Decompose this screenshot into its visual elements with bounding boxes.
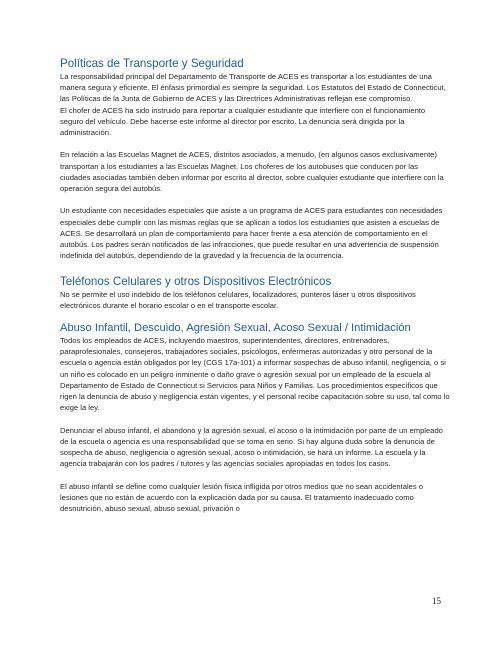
- paragraph-abuse-1: Todos los empleados de ACES, incluyendo maestros, superintendentes, directores, entrenadores, paraprofesionales, consejeros, trabajadores sociales, psicólogos, enfermeras autorizadas y otro personal de la escuela o agencia están obligados por ley (CGS 17a-101) a informar sospechas de abuso infantil, negligencia, o si un niño es colocado en un peligro inminente o daño grave o agresión sexual por un empleado de la escuela al Departamento de Estado de Connecticut si Servicios para Niños y Familias. Los procedimientos específicos que rigen la denuncia de abuso y negligencia están vigentes, y el personal recibe capacitación sobre su uso, tal como lo exige la ley.: [60, 336, 450, 413]
- paragraph-transport-2: El chofer de ACES ha sido instruido para reportar a cualquier estudiante que interfiere con el funcionamiento seguro del vehículo. Debe hacerse este informe al director por escrito. La denuncia será dirigida por la administración.: [60, 105, 426, 137]
- section-heading-transport: Políticas de Transporte y Seguridad: [60, 57, 244, 70]
- paragraph-abuse-2: Denunciar el abuso infantil, el abandono y la agresión sexual, el acoso o la intimidación por parte de un empleado de la escuela o agencia es una responsabilidad que se toma en serio. Si hay alguna duda sobre la denuncia de sospecha de abuso, negligencia o agresión sexual, acoso o intimidación, se hará un informe. La escuela y la agencia trabajarán con los padres / tutores y las agencias sociales apropiadas en todos los casos.: [60, 425, 443, 469]
- section-heading-abuse: Abuso Infantil, Descuido, Agresión Sexual, Acoso Sexual / Intimidación: [60, 321, 411, 334]
- section-heading-devices: Teléfonos Celulares y otros Dispositivos Electrónicos: [60, 275, 332, 289]
- paragraph-abuse-3: El abuso infantil se define como cualquier lesión física infligida por otros medios que no sean accidentales o lesiones que no están de acuerdo con la explicación dada por su causa. El tratamiento inadecuado como desnutrición, abuso sexual, abuso sexual, privación o: [60, 481, 424, 514]
- page-number: 15: [432, 596, 441, 606]
- paragraph-devices-1: No se permite el uso indebido de los teléfonos celulares, localizadores, punteros láser u otros dispositivos electrónicos durante el horario escolar o en el transporte escolar.: [60, 290, 416, 311]
- paragraph-transport-4: Un estudiante con necesidades especiales que asiste a un programa de ACES para estudiantes con necesidades especiales debe cumplir con las mismas reglas que se aplican a todos los estudiantes que asisten a escuelas de ACES. Se desarrollará un plan de comportamiento para hacer frente a esa atención de comportamiento en el autobús. Los padres serán notificados de las infracciones, que puede resultar en una advertencia de suspensión indefinida del autobús, dependiendo de la gravedad y la frecuencia de la ocurrencia.: [60, 206, 443, 261]
- paragraph-transport-3: En relación a las Escuelas Magnet de ACES, distritos asociados, a menudo, (en algunos casos exclusivamente) transportan a los estudiantes a las Escuelas Magnet. Los choferes de los autobuses que conducen por las ciudades asociadas también deben informar por escrito al director, sobre cualquier estudiante que interfiere con la operación segura del autobús.: [60, 150, 444, 193]
- paragraph-transport-1: La responsabilidad principal del Departamento de Transporte de ACES es transportar a los estudiantes de una manera segura y eficiente. El énfasis primordial es siempre la seguridad. Los Estatutos del Estado de Connecticut, las Políticas de la Junta de Gobierno de ACES y las Directrices Administrativas reflejan ese compromiso.: [60, 71, 446, 104]
- page-content: [60, 57, 450, 514]
